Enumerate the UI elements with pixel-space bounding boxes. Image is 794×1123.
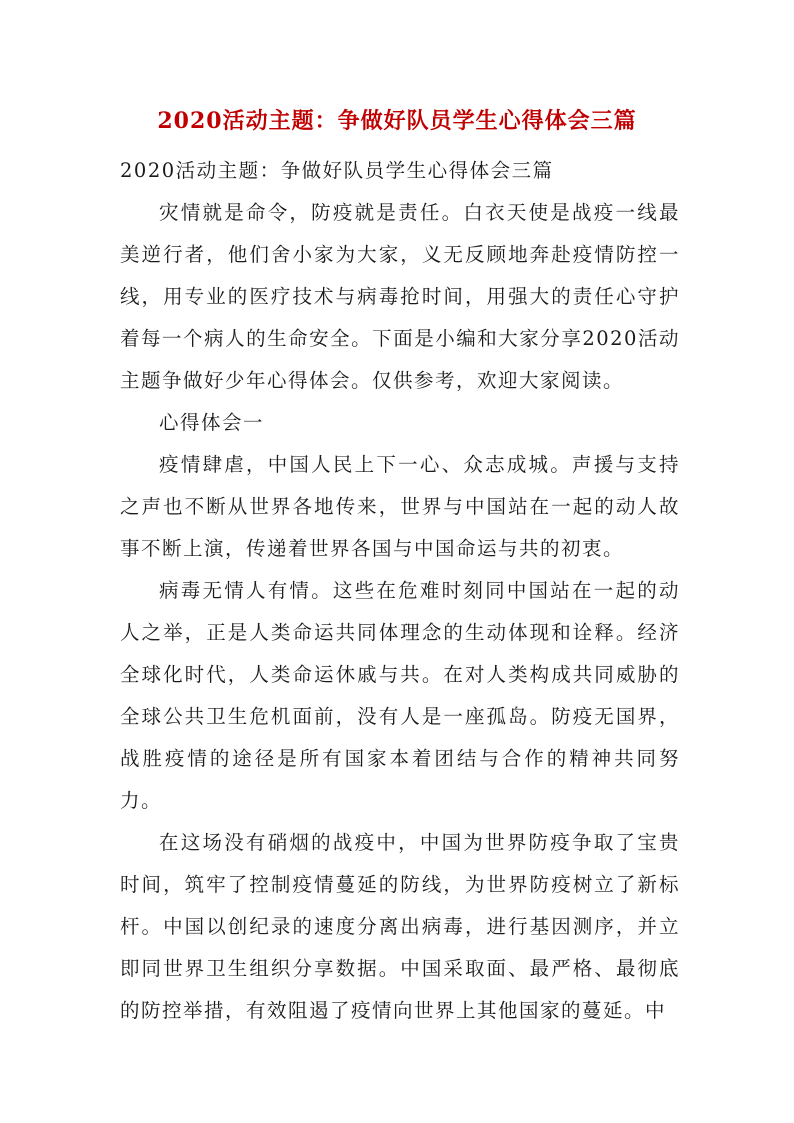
document-subtitle: 2020活动主题：争做好队员学生心得体会三篇 — [120, 159, 554, 182]
section-heading: 心得体会一 — [159, 411, 265, 434]
body-paragraph: 在这场没有硝烟的战疫中，中国为世界防疫争取了宝贵时间，筑牢了控制疫情蔓延的防线，为世界防疫树立了新标杆。中国以创纪录的速度分离出病毒，进行基因测序，并立即同世界卫生组织分享数据。中国采取面、最严格、最彻底的防控举措，有效阻遏了疫情向世界上其他国家的蔓延。中 — [120, 831, 680, 1022]
document-body — [120, 150, 680, 1032]
body-paragraph: 病毒无情人有情。这些在危难时刻同中国站在一起的动人之举，正是人类命运共同体理念的生动体现和诠释。经济全球化时代，人类命运休戚与共。在对人类构成共同威胁的全球公共卫生危机面前，没有人是一座孤岛。防疫无国界，战胜疫情的途径是所有国家本着团结与合作的精神共同努力。 — [120, 579, 680, 812]
document-title: 2020活动主题：争做好队员学生心得体会三篇 — [157, 108, 637, 134]
intro-paragraph: 灾情就是命令，防疫就是责任。白衣天使是战疫一线最美逆行者，他们舍小家为大家，义无反顾地奔赴疫情防控一线，用专业的医疗技术与病毒抢时间，用强大的责任心守护着每一个病人的生命安全。下面是小编和大家分享2020活动主题争做好少年心得体会。仅供参考，欢迎大家阅读。 — [120, 201, 680, 392]
body-paragraph: 疫情肆虐，中国人民上下一心、众志成城。声援与支持之声也不断从世界各地传来，世界与中国站在一起的动人故事不断上演，传递着世界各国与中国命运与共的初衷。 — [120, 453, 680, 560]
